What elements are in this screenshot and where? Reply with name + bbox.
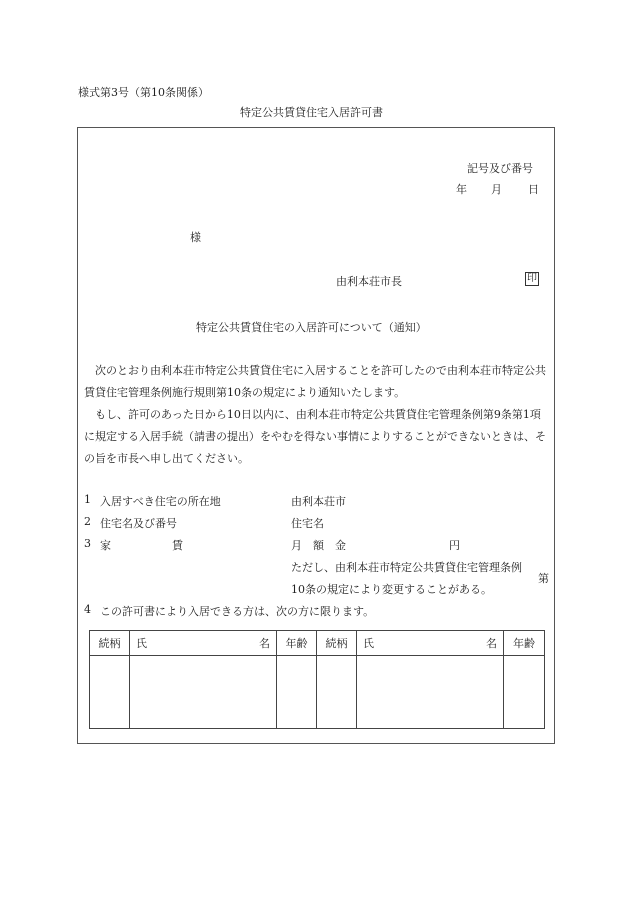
table-cell xyxy=(90,656,130,729)
table-row xyxy=(90,656,545,729)
header-name-1 xyxy=(130,631,277,656)
subject-line: 特定公共賃貸住宅の入居許可について（通知） xyxy=(196,321,427,334)
item-3-label-a: 家 xyxy=(100,539,111,552)
item-1-value: 由利本荘市 xyxy=(291,495,346,508)
table-cell xyxy=(504,656,545,729)
table-cell xyxy=(357,656,504,729)
form-number: 様式第3号（第10条関係） xyxy=(78,86,209,99)
header-name-2-given: 名 xyxy=(486,637,497,650)
date-day: 日 xyxy=(528,183,539,196)
seal-mark: 印 xyxy=(527,273,537,284)
header-relation-2: 続柄 xyxy=(317,631,357,656)
addressee-suffix: 様 xyxy=(190,231,201,244)
item-3-value-b: 円 xyxy=(449,539,460,552)
item-4-text: この許可書により入居できる方は、次の方に限ります。 xyxy=(100,605,375,618)
item-3-label-b: 賃 xyxy=(172,539,183,552)
rent-note-dai: 第 xyxy=(538,572,549,585)
item-2-label: 住宅名及び番号 xyxy=(100,517,177,530)
table-cell xyxy=(317,656,357,729)
header-name-2 xyxy=(357,631,504,656)
item-2-value: 住宅名 xyxy=(291,517,324,530)
item-3-number: 3 xyxy=(84,537,91,550)
residents-table xyxy=(89,630,545,729)
reference-number-label: 記号及び番号 xyxy=(467,162,533,175)
header-age-2: 年齢 xyxy=(504,631,545,656)
item-4-number: 4 xyxy=(84,603,91,616)
header-age-1: 年齢 xyxy=(277,631,317,656)
body-paragraph-2: もし、許可のあった日から10日以内に、由利本荘市特定公共賃貸住宅管理条例第9条第1項に規定する入居手続（請書の提出）をやむを得ない事情によりすることができないときは、その旨を市長へ申し出てください。 xyxy=(84,408,546,465)
table-header-row xyxy=(90,631,545,656)
date-year: 年 xyxy=(456,183,467,196)
item-2-number: 2 xyxy=(84,515,91,528)
table-cell xyxy=(130,656,277,729)
item-1-label: 入居すべき住宅の所在地 xyxy=(100,495,221,508)
date-month: 月 xyxy=(491,183,502,196)
header-relation-1: 続柄 xyxy=(90,631,130,656)
table-cell xyxy=(277,656,317,729)
rent-note-line-1: ただし、由利本荘市特定公共賃貸住宅管理条例 xyxy=(291,561,522,574)
header-name-2-family: 氏 xyxy=(363,637,374,650)
issuer: 由利本荘市長 xyxy=(336,275,402,288)
header-name-1-family: 氏 xyxy=(136,637,147,650)
rent-note-line-2: 10条の規定により変更することがある。 xyxy=(291,583,492,596)
document-title: 特定公共賃貸住宅入居許可書 xyxy=(240,106,383,119)
item-3-value-a: 月 額 金 xyxy=(291,539,346,552)
item-1-number: 1 xyxy=(84,493,91,506)
body-paragraph-1: 次のとおり由利本荘市特定公共賃貸住宅に入居することを許可したので由利本荘市特定公共賃貸住宅管理条例施行規則第10条の規定により通知いたします。 xyxy=(84,364,546,399)
header-name-1-given: 名 xyxy=(259,637,270,650)
